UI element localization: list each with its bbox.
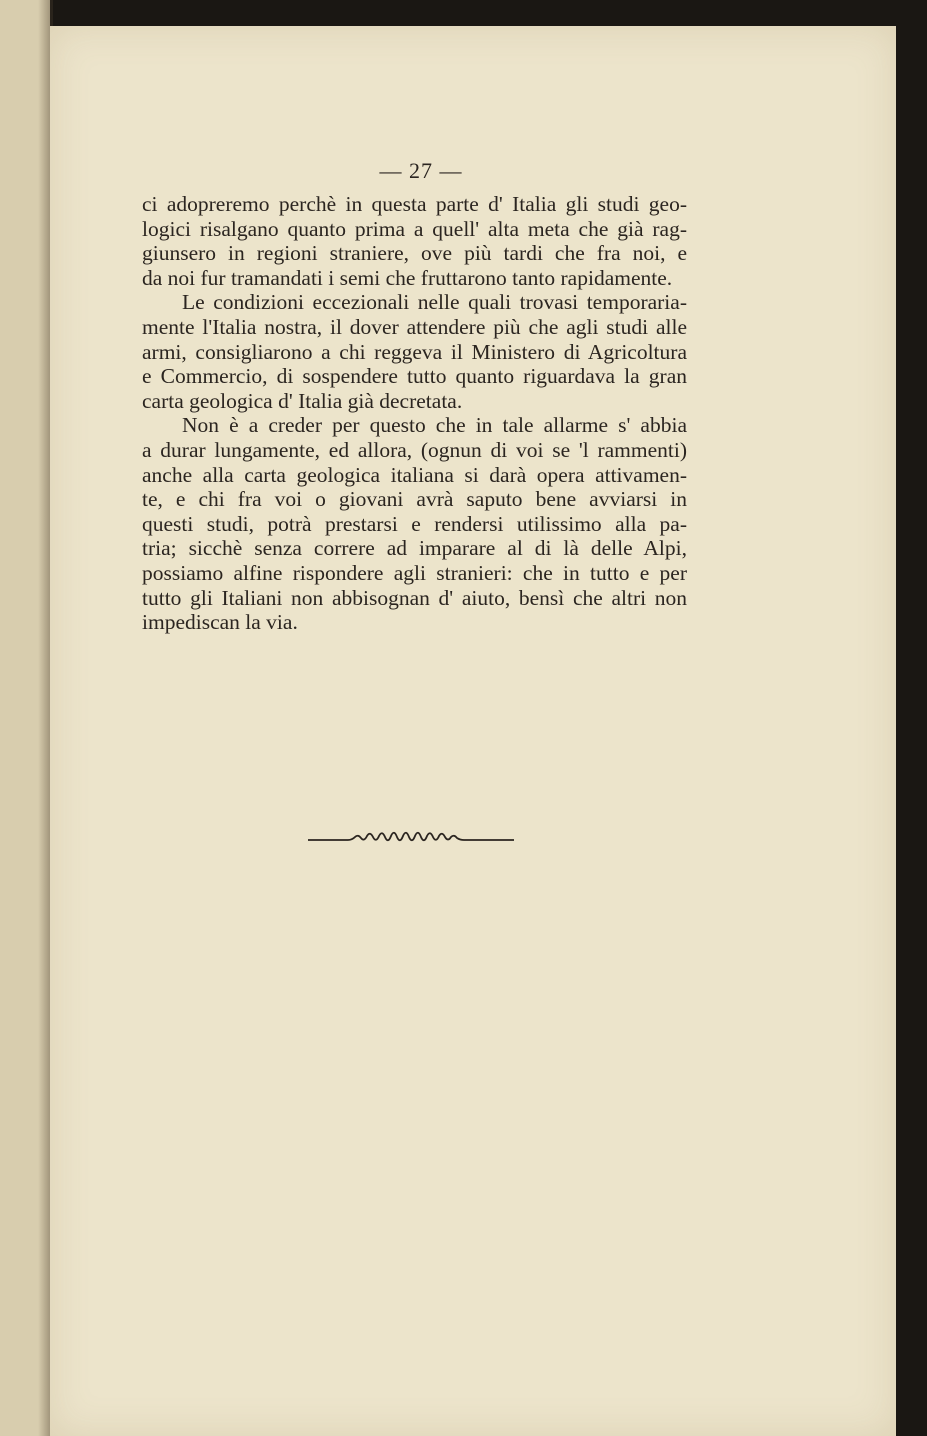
text-line: armi, consigliarono a chi reggeva il Ministero di Agricoltura [142, 339, 687, 364]
text-line: ci adopreremo perchè in questa parte d' Italia gli studi geo- [142, 192, 687, 216]
text-line: tria; sicchè senza correre ad imparare al di là delle Alpi, [142, 536, 687, 561]
text-line: questi studi, potrà prestarsi e rendersi utilissimo alla pa- [142, 511, 687, 536]
body-text [142, 192, 687, 635]
text-line: logici risalgano quanto prima a quell' alta meta che già rag- [142, 216, 687, 241]
wavy-line-ornament-icon [308, 828, 514, 852]
text-line: carta geologica d' Italia già decretata. [142, 388, 463, 413]
page-number: — 27 — [379, 158, 463, 183]
text-line: te, e chi fra voi o giovani avrà saputo bene avviarsi in [142, 487, 687, 512]
text-line: tutto gli Italiani non abbisognan d' aiuto, bensì che altri non [142, 585, 687, 610]
text-line: Le condizioni eccezionali nelle quali trovasi temporaria- [182, 290, 687, 315]
text-line: e Commercio, di sospendere tutto quanto riguardava la gran [142, 364, 687, 389]
text-line: da noi fur tramandati i semi che fruttarono tanto rapidamente. [142, 265, 673, 290]
text-line: Non è a creder per questo che in tale allarme s' abbia [182, 413, 687, 438]
text-line: possiamo alfine rispondere agli stranieri: che in tutto e per [142, 560, 687, 585]
page-sheet [50, 26, 896, 1436]
text-line: giunsero in regioni straniere, ove più tardi che fra noi, e [142, 241, 687, 266]
binding-shadow [38, 0, 50, 1436]
text-line: a durar lungamente, ed allora, (ognun di voi se 'l rammenti) [142, 437, 687, 462]
text-line: impediscan la via. [142, 610, 298, 635]
text-line: mente l'Italia nostra, il dover attendere più che agli studi alle [142, 314, 687, 339]
text-line: anche alla carta geologica italiana si darà opera attivamen- [142, 462, 687, 487]
